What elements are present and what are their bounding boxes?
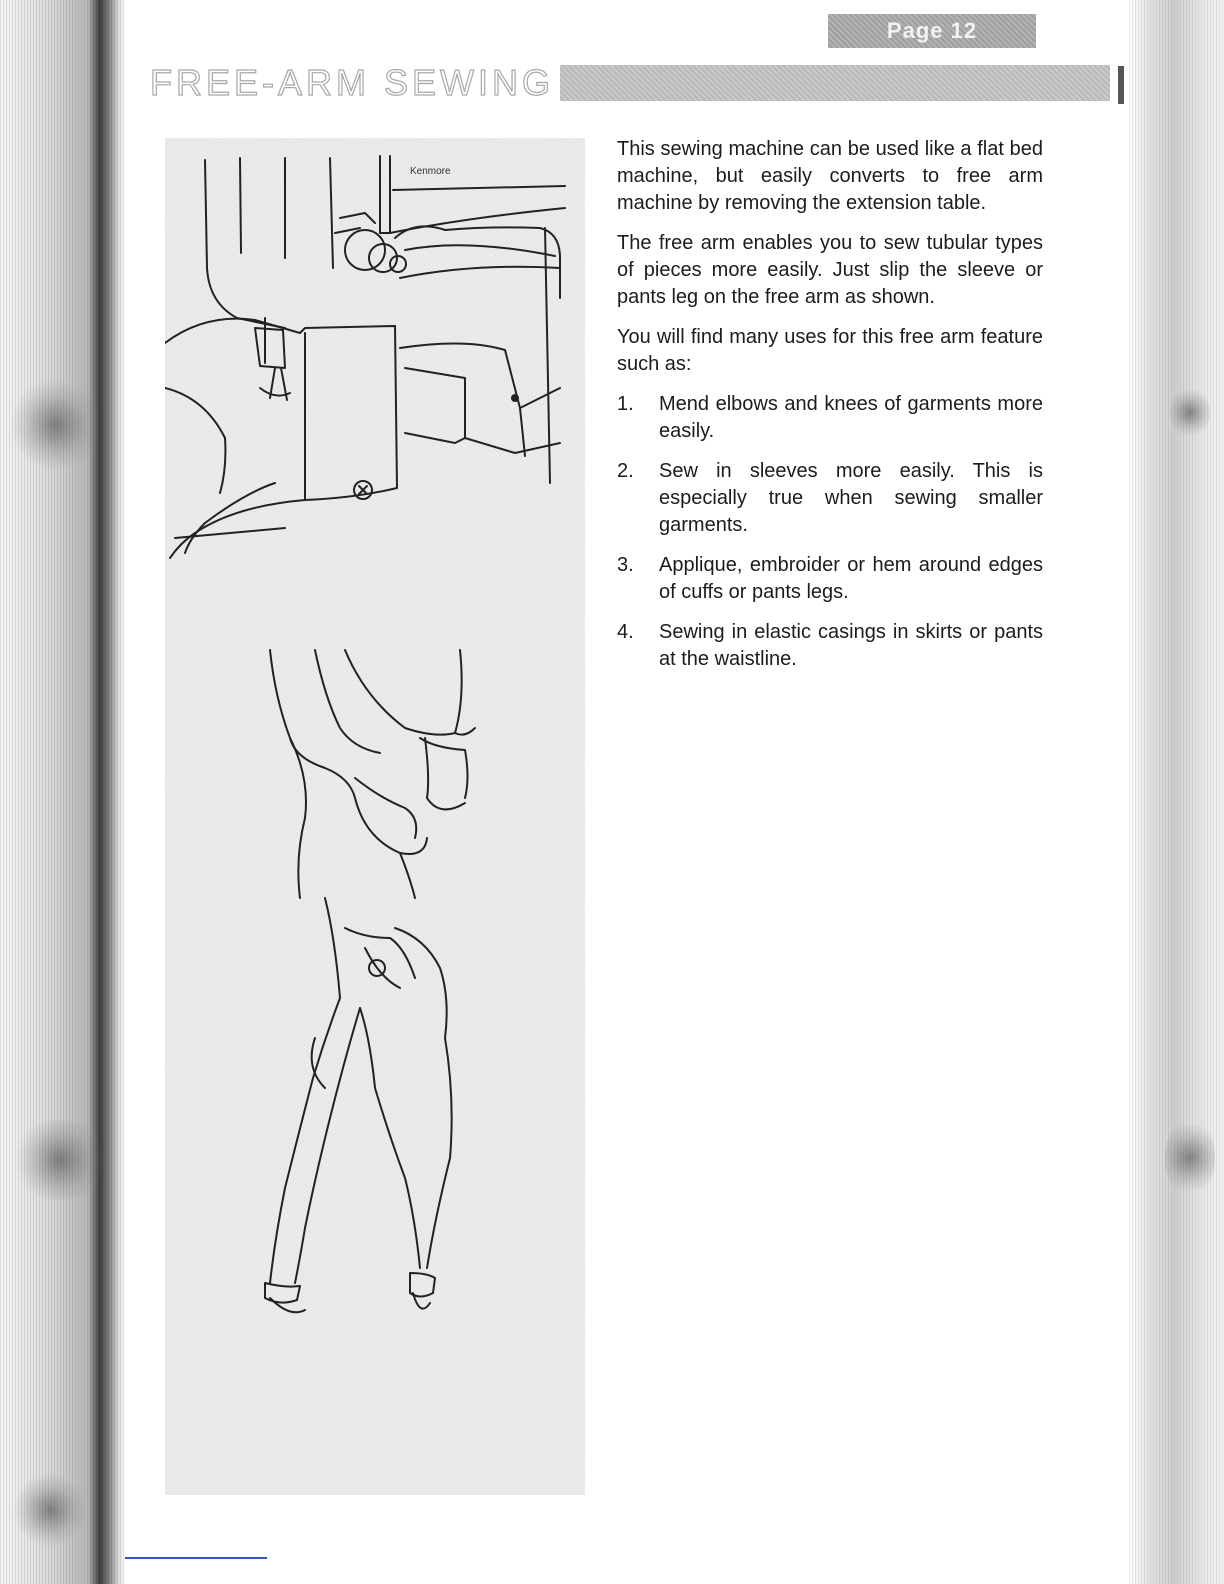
scan-edge-right [1129, 0, 1224, 1584]
list-item-number: 1. [617, 393, 634, 415]
list-item [617, 619, 1043, 673]
page-title: FREE-ARM SEWING [150, 62, 555, 103]
intro-paragraph: This sewing machine can be used like a flat bed machine, but easily converts to free arm machine by removing the extension table. [617, 138, 1043, 214]
list-item-number: 2. [617, 460, 634, 482]
list-item [617, 552, 1043, 606]
machine-brand-label: Kenmore [410, 166, 451, 177]
list-item-number: 4. [617, 621, 634, 643]
list-item [617, 458, 1043, 539]
scan-speckle [1170, 385, 1210, 440]
list-item-text: Sew in sleeves more easily. This is especially true when sewing smaller garments. [659, 460, 1043, 536]
list-item [617, 391, 1043, 445]
free-arm-paragraph: The free arm enables you to sew tubular types of pieces more easily. Just slip the sleeve or pants leg on the free arm as shown. [617, 232, 1043, 308]
list-item-number: 3. [617, 554, 634, 576]
sleeve-drawing [165, 319, 397, 558]
header-bar [560, 65, 1110, 101]
header-edge-mark [1118, 66, 1124, 104]
sewing-machine-drawing [205, 156, 565, 483]
scan-speckle [10, 1120, 110, 1200]
scan-speckle [1165, 1115, 1215, 1200]
free-arm-illustration [165, 138, 585, 1495]
list-item-text: Sewing in elastic casings in skirts or pants at the waistline. [659, 621, 1043, 670]
figure-drawing [265, 650, 475, 1312]
page-number-tab: Page 12 [828, 14, 1036, 48]
illustration-drawing [165, 138, 585, 1495]
list-item-text: Mend elbows and knees of garments more easily. [659, 393, 1043, 442]
list-item-text: Applique, embroider or hem around edges of cuffs or pants legs. [659, 554, 1043, 603]
uses-list [617, 391, 1043, 673]
body-text [617, 136, 1043, 686]
bottom-rule [125, 1557, 267, 1559]
uses-intro-paragraph: You will find many uses for this free arm feature such as: [617, 326, 1043, 375]
scan-edge-left [0, 0, 125, 1584]
section-header [150, 62, 1110, 104]
scan-speckle [8, 380, 103, 470]
scan-speckle [15, 1470, 85, 1550]
